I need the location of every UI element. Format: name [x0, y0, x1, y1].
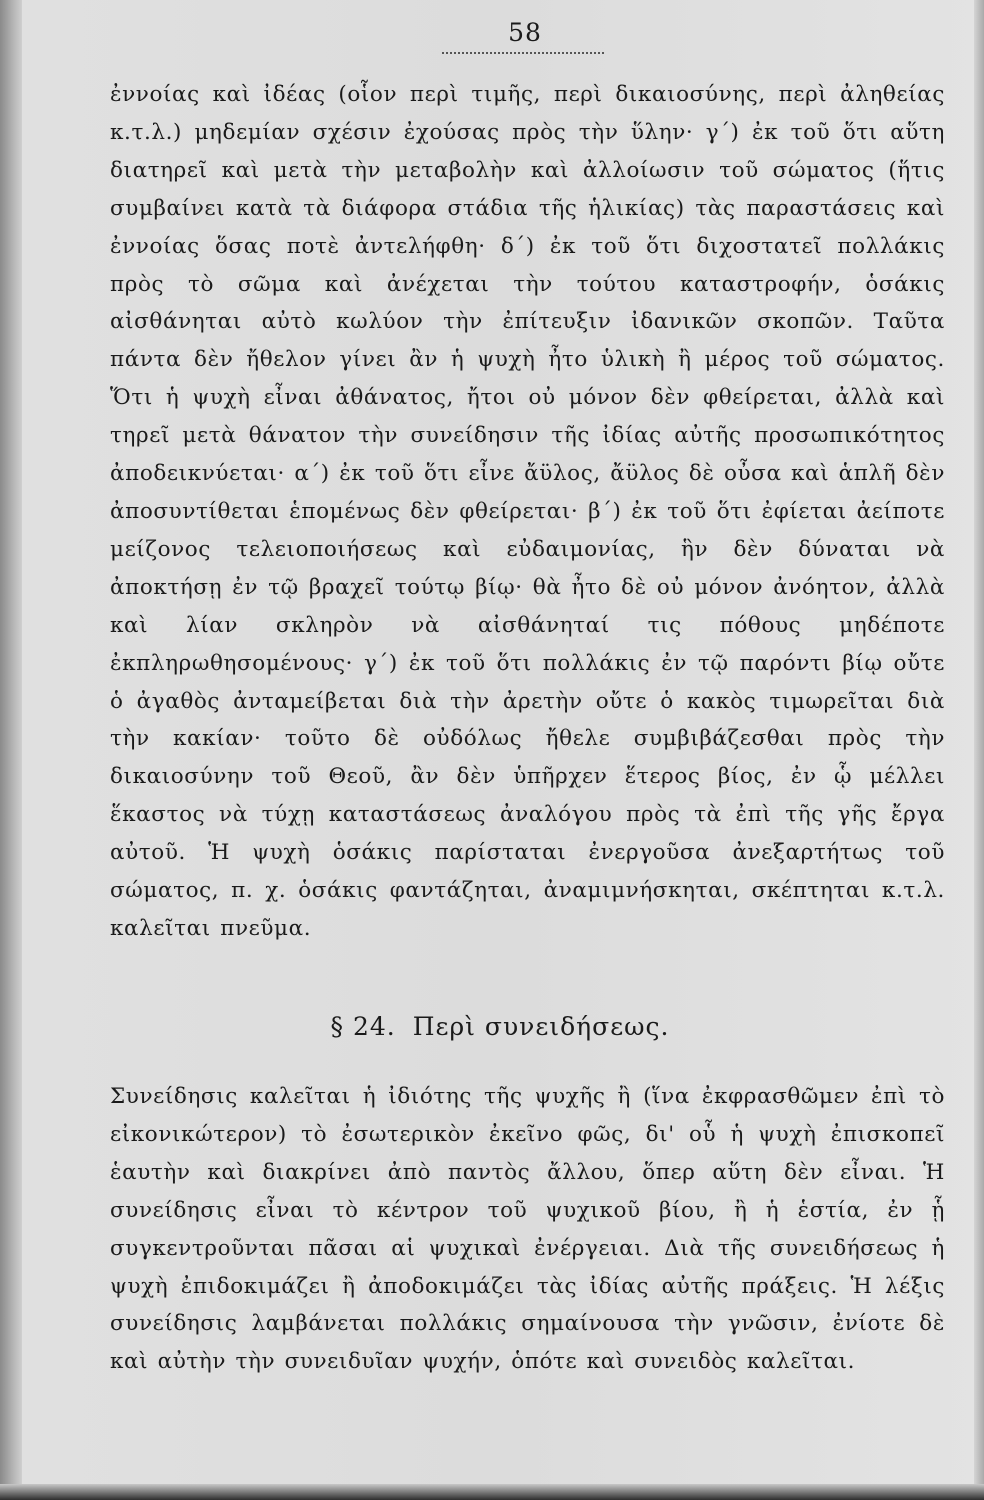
- section-number: § 24.: [330, 1012, 396, 1041]
- binding-shadow: [0, 0, 22, 1500]
- section-heading: [200, 1012, 800, 1041]
- header-rule: [442, 52, 604, 54]
- body-paragraph-2: Συνείδησις καλεῖται ἡ ἰδιότης τῆς ψυχῆς ἢ (ἵνα ἐκφρασθῶμεν ἐπὶ τὸ εἰκονικώτερον) τὸ ἐσωτερικὸν ἐκεῖνο φῶς, δι' οὗ ἡ ψυχὴ ἐπισκοπεῖ ἑαυτὴν καὶ διακρίνει ἀπὸ παντὸς ἄλλου, ὅπερ αὕτη δὲν εἶναι. Ἡ συνείδησις εἶναι τὸ κέντρον τοῦ ψυχικοῦ βίου, ἢ ἡ ἑστία, ἐν ᾗ συγκεντροῦνται πᾶσαι αἱ ψυχικαὶ ἐνέργειαι. Διὰ τῆς συνειδήσεως ἡ ψυχὴ ἐπιδοκιμάζει ἢ ἀποδοκιμάζει τὰς ἰδίας αὐτῆς πράξεις. Ἡ λέξις συνείδησις λαμβάνεται πολλάκις σημαίνουσα τὴν γνῶσιν, ἐνίοτε δὲ καὶ αὐτὴν τὴν συνειδυῖαν ψυχήν, ὁπότε καὶ συνειδὸς καλεῖται.: [110, 1084, 945, 1375]
- page-number: 58: [508, 18, 542, 47]
- page-edge-bottom: [0, 1484, 984, 1500]
- body-paragraph-1: ἐννοίας καὶ ἰδέας (οἷον περὶ τιμῆς, περὶ δικαιοσύνης, περὶ ἀληθείας κ.τ.λ.) μηδεμίαν σχέσιν ἐχούσας πρὸς τὴν ὕλην· γ΄) ἐκ τοῦ ὅτι αὕτη διατηρεῖ καὶ μετὰ τὴν μεταβολὴν καὶ ἀλλοίωσιν τοῦ σώματος (ἥτις συμβαίνει κατὰ τὰ διάφορα στάδια τῆς ἡλικίας) τὰς παραστάσεις καὶ ἐννοίας ὅσας ποτὲ ἀντελήφθη· δ΄) ἐκ τοῦ ὅτι διχοστατεῖ πολλάκις πρὸς τὸ σῶμα καὶ ἀνέχεται τὴν τούτου καταστροφήν, ὁσάκις αἰσθάνηται αὐτὸ κωλύον τὴν ἐπίτευξιν ἰδανικῶν σκοπῶν. Ταῦτα πάντα δὲν ἤθελον γίνει ἂν ἡ ψυχὴ ἦτο ὑλικὴ ἢ μέρος τοῦ σώματος. Ὅτι ἡ ψυχὴ εἶναι ἀθάνατος, ἤτοι οὐ μόνον δὲν φθείρεται, ἀλλὰ καὶ τηρεῖ μετὰ θάνατον τὴν συνείδησιν τῆς ἰδίας αὐτῆς προσωπικότητος ἀποδεικνύεται· α΄) ἐκ τοῦ ὅτι εἶνε ἄϋλος, ἄϋλος δὲ οὖσα καὶ ἁπλῆ δὲν ἀποσυντίθεται ἑπομένως δὲν φθείρεται· β΄) ἐκ τοῦ ὅτι ἐφίεται ἀείποτε μείζονος τελειοποιήσεως καὶ εὐδαιμονίας, ἣν δὲν δύναται νὰ ἀποκτήσῃ ἐν τῷ βραχεῖ τούτῳ βίῳ· θὰ ἦτο δὲ οὐ μόνον ἀνόητον, ἀλλὰ καὶ λίαν σκληρὸν νὰ αἰσθάνηταί τις πόθους μηδέποτε ἐκπληρωθησομένους· γ΄) ἐκ τοῦ ὅτι πολλάκις ἐν τῷ παρόντι βίῳ οὔτε ὁ ἀγαθὸς ἀνταμείβεται διὰ τὴν ἀρετὴν οὔτε ὁ κακὸς τιμωρεῖται διὰ τὴν κακίαν· τοῦτο δὲ οὐδόλως ἤθελε συμβιβάζεσθαι πρὸς τὴν δικαιοσύνην τοῦ Θεοῦ, ἂν δὲν ὑπῆρχεν ἕτερος βίος, ἐν ᾧ μέλλει ἕκαστος νὰ τύχῃ καταστάσεως ἀναλόγου πρὸς τὰ ἐπὶ τῆς γῆς ἔργα αὐτοῦ. Ἡ ψυχὴ ὁσάκις παρίσταται ἐνεργοῦσα ἀνεξαρτήτως τοῦ σώματος, π. χ. ὁσάκις φαντάζηται, ἀναμιμνήσκηται, σκέπτηται κ.τ.λ. καλεῖται πνεῦμα.: [110, 82, 945, 941]
- section-title: Περὶ συνειδήσεως.: [412, 1012, 670, 1041]
- page-edge-right: [974, 0, 984, 1500]
